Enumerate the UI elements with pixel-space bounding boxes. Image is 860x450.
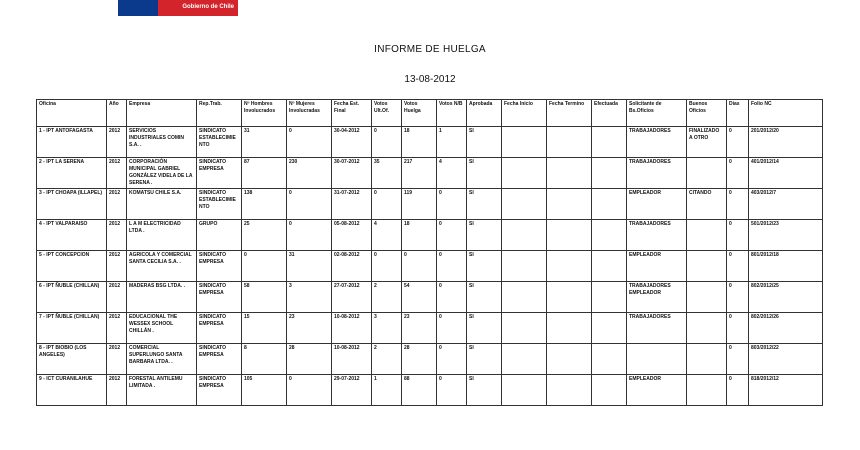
table-cell: 2012 — [107, 127, 127, 158]
table-row — [37, 313, 823, 344]
table-cell: 0 — [727, 220, 749, 251]
column-header: Solicitante de Bs.Oficios — [627, 100, 687, 127]
table-cell: SI — [467, 282, 502, 313]
table-cell: TRABAJADORES — [627, 220, 687, 251]
table-cell — [627, 344, 687, 375]
column-header: Votos Huelga — [402, 100, 437, 127]
table-header — [37, 100, 823, 127]
table-cell: 818/2012/12 — [749, 375, 823, 406]
table-cell: 0 — [437, 313, 467, 344]
table-cell — [502, 189, 547, 220]
table-row — [37, 127, 823, 158]
table-cell: COMERCIAL SUPERLUNGO SANTA BARBARA LTDA. . — [127, 344, 197, 375]
table-cell: EMPLEADOR — [627, 251, 687, 282]
table-cell: 15 — [242, 313, 287, 344]
table-cell — [687, 344, 727, 375]
table-cell: SI — [467, 375, 502, 406]
column-header: Días — [727, 100, 749, 127]
table-cell: SI — [467, 344, 502, 375]
table-cell — [502, 251, 547, 282]
table-cell: GRUPO — [197, 220, 242, 251]
table-cell — [592, 251, 627, 282]
table-cell: 801/2012/18 — [749, 251, 823, 282]
table-cell: 0 — [727, 158, 749, 189]
table-cell: 2012 — [107, 251, 127, 282]
report-date: 13-08-2012 — [404, 74, 456, 85]
table-cell: 138 — [242, 189, 287, 220]
table-cell: 8 — [242, 344, 287, 375]
table-cell: 2 - IPT LA SERENA — [37, 158, 107, 189]
table-cell — [547, 313, 592, 344]
table-cell: 0 — [727, 344, 749, 375]
table-cell: 0 — [372, 189, 402, 220]
table-cell: CORPORACIÓN MUNICIPAL GABRIEL GONZÁLEZ VIDELA DE LA SERENA . — [127, 158, 197, 189]
table-cell: 217 — [402, 158, 437, 189]
table-cell: 0 — [287, 220, 332, 251]
table-cell — [502, 344, 547, 375]
table-cell: FINALIZADO A OTRO — [687, 127, 727, 158]
table-cell: 1 - IPT ANTOFAGASTA — [37, 127, 107, 158]
table-cell: 3 — [287, 282, 332, 313]
table-cell: 0 — [727, 375, 749, 406]
table-cell: SINDICATO EMPRESA — [197, 251, 242, 282]
table-cell: 0 — [437, 282, 467, 313]
table-cell: 803/2012/22 — [749, 344, 823, 375]
table-cell: EMPLEADOR — [627, 375, 687, 406]
table-cell: EDUCACIONAL THE WESSEX SCHOOL CHILLÁN . — [127, 313, 197, 344]
table-cell: 0 — [287, 375, 332, 406]
table-row — [37, 375, 823, 406]
table-cell: 30-07-2012 — [332, 158, 372, 189]
strike-report-table — [36, 99, 823, 406]
table-cell: 0 — [287, 127, 332, 158]
table-cell: 2012 — [107, 189, 127, 220]
table-cell: 2012 — [107, 158, 127, 189]
table-cell: 10-08-2012 — [332, 344, 372, 375]
table-cell: 31 — [242, 127, 287, 158]
table-cell — [547, 158, 592, 189]
table-cell — [592, 158, 627, 189]
table-cell: 88 — [402, 375, 437, 406]
table-cell: 0 — [372, 127, 402, 158]
table-cell: 0 — [437, 220, 467, 251]
table-cell — [547, 127, 592, 158]
table-cell: SINDICATO EMPRESA — [197, 313, 242, 344]
table-cell — [687, 282, 727, 313]
table-cell — [592, 344, 627, 375]
table-cell — [547, 189, 592, 220]
table-cell: 28 — [287, 344, 332, 375]
table-cell: 05-08-2012 — [332, 220, 372, 251]
table-cell: 2 — [372, 344, 402, 375]
logo-text: Gobierno de Chile — [182, 4, 234, 10]
column-header: Fecha Termino — [547, 100, 592, 127]
table-row — [37, 344, 823, 375]
table-cell: 58 — [242, 282, 287, 313]
table-cell — [547, 282, 592, 313]
table-cell: SERVICIOS INDUSTRIALES COMIN S.A. . — [127, 127, 197, 158]
column-header: Fecha Est. Final — [332, 100, 372, 127]
table-cell: 0 — [437, 189, 467, 220]
table-cell: 0 — [242, 251, 287, 282]
table-cell: SINDICATO EMPRESA — [197, 344, 242, 375]
table-body — [37, 127, 823, 406]
table-cell: 403/2012/7 — [749, 189, 823, 220]
table-cell: 3 - IPT CHOAPA (ILLAPEL) — [37, 189, 107, 220]
table-cell: 31-07-2012 — [332, 189, 372, 220]
column-header: Nº Mujeres Involucradas — [287, 100, 332, 127]
table-cell: 2012 — [107, 313, 127, 344]
table-cell: SI — [467, 189, 502, 220]
table-cell: TRABAJADORES — [627, 127, 687, 158]
table-cell — [502, 220, 547, 251]
column-header: Folio NC — [749, 100, 823, 127]
table-cell: 9 - ICT CURANILAHUE — [37, 375, 107, 406]
table-cell — [502, 375, 547, 406]
table-cell: 0 — [437, 375, 467, 406]
table-cell: CITANDO — [687, 189, 727, 220]
table-cell: 18 — [402, 220, 437, 251]
table-cell — [592, 220, 627, 251]
table-cell: 0 — [287, 189, 332, 220]
table-cell — [687, 251, 727, 282]
table-cell: 3 — [372, 313, 402, 344]
table-row — [37, 251, 823, 282]
table-cell: KOMATSU CHILE S.A. — [127, 189, 197, 220]
table-cell: 0 — [372, 251, 402, 282]
table-row — [37, 220, 823, 251]
table-cell — [547, 220, 592, 251]
table-cell: 119 — [402, 189, 437, 220]
table-cell — [687, 158, 727, 189]
table-cell: SI — [467, 158, 502, 189]
table-cell: 1 — [372, 375, 402, 406]
table-cell: 4 — [372, 220, 402, 251]
table-cell — [592, 282, 627, 313]
table-cell: SI — [467, 220, 502, 251]
table-cell — [547, 344, 592, 375]
table-cell: SI — [467, 127, 502, 158]
table-cell: SI — [467, 251, 502, 282]
column-header: Aprobada — [467, 100, 502, 127]
table-cell: 1 — [437, 127, 467, 158]
table-cell: 10-08-2012 — [332, 313, 372, 344]
table-cell: SINDICATO EMPRESA — [197, 158, 242, 189]
table-cell: 23 — [402, 313, 437, 344]
table-cell: 4 - IPT VALPARAISO — [37, 220, 107, 251]
table-cell — [592, 313, 627, 344]
table-cell: 230 — [287, 158, 332, 189]
table-cell: 2 — [372, 282, 402, 313]
table-cell — [687, 220, 727, 251]
table-row — [37, 189, 823, 220]
table-cell: 201/2012/20 — [749, 127, 823, 158]
table-cell: 35 — [372, 158, 402, 189]
table-cell: 2012 — [107, 375, 127, 406]
table-cell: 802/2012/26 — [749, 313, 823, 344]
table-cell: EMPLEADOR — [627, 189, 687, 220]
table-row — [37, 158, 823, 189]
table-cell: 18 — [402, 127, 437, 158]
header-row — [37, 100, 823, 127]
table-cell: 02-08-2012 — [332, 251, 372, 282]
column-header: Año — [107, 100, 127, 127]
table-cell: 30-04-2012 — [332, 127, 372, 158]
table-cell: 2012 — [107, 220, 127, 251]
table-cell: FORESTAL ANTILEMU LIMITADA . — [127, 375, 197, 406]
table-cell: 0 — [727, 282, 749, 313]
table-cell: TRABAJADORES — [627, 158, 687, 189]
column-header: Fecha Inicio — [502, 100, 547, 127]
table-cell: 31 — [287, 251, 332, 282]
column-header: Oficina — [37, 100, 107, 127]
table-row — [37, 282, 823, 313]
table-cell: SINDICATO ESTABLECIMIENTO — [197, 189, 242, 220]
table-cell: 401/2012/14 — [749, 158, 823, 189]
table-cell: 2012 — [107, 282, 127, 313]
table-cell — [502, 313, 547, 344]
table-cell: 4 — [437, 158, 467, 189]
table-cell: 8 - IPT BIOBIO (LOS ANGELES) — [37, 344, 107, 375]
table-cell: MADERAS BSG LTDA. . — [127, 282, 197, 313]
table-cell: 0 — [402, 251, 437, 282]
table-cell: 27-07-2012 — [332, 282, 372, 313]
table-cell: SINDICATO ESTABLECIMIENTO — [197, 127, 242, 158]
table-cell: 23 — [287, 313, 332, 344]
table-cell: 0 — [727, 313, 749, 344]
column-header: Votos N/B — [437, 100, 467, 127]
table-cell: 29-07-2012 — [332, 375, 372, 406]
table-cell: SINDICATO EMPRESA — [197, 282, 242, 313]
table-cell — [687, 375, 727, 406]
table-cell: 0 — [727, 127, 749, 158]
column-header: Nº Hombres Involucrados — [242, 100, 287, 127]
table-cell: 6 - IPT ÑUBLE (CHILLAN) — [37, 282, 107, 313]
table-cell: 5 - IPT CONCEPCION — [37, 251, 107, 282]
table-cell: 501/2012/23 — [749, 220, 823, 251]
column-header: Votos Ult.Of. — [372, 100, 402, 127]
table-cell — [592, 189, 627, 220]
table-cell: 2012 — [107, 344, 127, 375]
table-cell: 802/2012/25 — [749, 282, 823, 313]
table-cell — [687, 313, 727, 344]
table-cell: SINDICATO EMPRESA — [197, 375, 242, 406]
table-cell — [502, 158, 547, 189]
table-cell — [592, 127, 627, 158]
table-cell: AGRICOLA Y COMERCIAL SANTA CECILIA S.A. . — [127, 251, 197, 282]
table-cell — [547, 251, 592, 282]
column-header: Rep.Trab. — [197, 100, 242, 127]
column-header: Efectuada — [592, 100, 627, 127]
table-cell — [502, 127, 547, 158]
table-cell — [592, 375, 627, 406]
table-cell: 0 — [727, 251, 749, 282]
table-cell: SI — [467, 313, 502, 344]
table-cell: TRABAJADORES EMPLEADOR — [627, 282, 687, 313]
column-header: Buenos Oficios — [687, 100, 727, 127]
table-cell: 105 — [242, 375, 287, 406]
table-cell: 0 — [437, 251, 467, 282]
table-cell: L A M ELECTRICIDAD LTDA . — [127, 220, 197, 251]
table-cell — [502, 282, 547, 313]
table-cell: TRABAJADORES — [627, 313, 687, 344]
table-cell: 87 — [242, 158, 287, 189]
table-cell: 28 — [402, 344, 437, 375]
table-cell: 0 — [437, 344, 467, 375]
table-cell — [547, 375, 592, 406]
column-header: Empresa — [127, 100, 197, 127]
table-cell: 25 — [242, 220, 287, 251]
table-cell: 0 — [727, 189, 749, 220]
table-cell: 7 - IPT ÑUBLE (CHILLAN) — [37, 313, 107, 344]
table-cell: 54 — [402, 282, 437, 313]
gobierno-de-chile-logo — [118, 0, 238, 16]
report-title: INFORME DE HUELGA — [374, 44, 486, 55]
